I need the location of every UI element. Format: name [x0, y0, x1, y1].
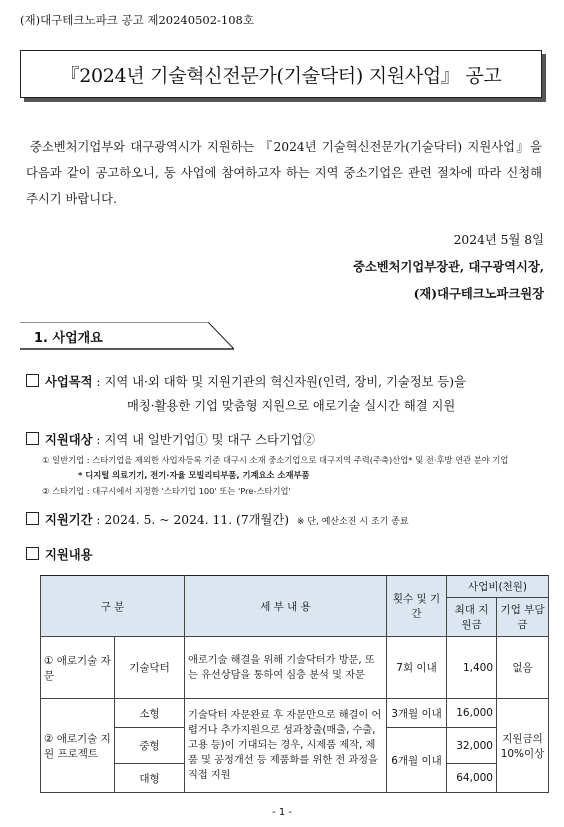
target-item [26, 430, 315, 448]
header-budget: 사업비(천원) [447, 576, 549, 598]
square-bullet-icon [26, 432, 39, 445]
target-label: 지원대상 [45, 433, 93, 447]
notice-number: (재)대구테크노파크 공고 제20240502-108호 [20, 13, 254, 27]
row2-max-medium: 32,000 [447, 728, 497, 764]
content-label: 지원내용 [45, 548, 93, 562]
header-category: 구 분 [41, 576, 185, 637]
target-note-industries: * 디지털 의료기기, 전기·자율 모빌리티부품, 기계요소 소재부품 [78, 470, 310, 480]
square-bullet-icon [26, 374, 39, 387]
goal-text-cont: 매칭·활용한 기업 맞춤형 지원으로 애로기술 실시간 해결 지원 [127, 399, 456, 413]
row1-count: 7회 이내 [387, 637, 447, 699]
row1-detail: 애로기술 해결을 위해 기술닥터가 방문, 또는 유선상담을 통하여 심층 분석 및 자문 [185, 637, 387, 699]
page-title-text: 『2024년 기술혁신전문가(기술닥터) 지원사업』 공고 [60, 64, 502, 87]
row2-max-small: 16,000 [447, 699, 497, 728]
row2-detail: 기술닥터 자문완료 후 자문만으로 해결이 어렵거나 추가지원으로 성과창출(매출, 수출, 고용 등)이 기대되는 경우, 시제품 제작, 제품 및 공정개선 등 제품화를 위한 전 과정을 직접 지원 [185, 699, 387, 793]
row1-burden: 없음 [497, 637, 549, 699]
row2-max-large: 64,000 [447, 764, 497, 793]
row1-sub: 기술닥터 [115, 637, 185, 699]
section-title: 1. 사업개요 [34, 331, 103, 346]
goal-item [26, 372, 466, 390]
period-item [26, 510, 409, 528]
row2-size-large: 대형 [115, 764, 185, 793]
header-burden: 기업 부담금 [497, 597, 549, 637]
goal-text: : 지역 내·외 대학 및 지원기관의 혁신자원(인력, 장비, 기술정보 등)을 [92, 375, 466, 389]
page-number: - 1 - [272, 807, 292, 818]
row2-category: ② 애로기술 지원 프로젝트 [41, 699, 115, 793]
content-item [26, 545, 93, 563]
period-label: 지원기간 [45, 513, 93, 527]
row2-burden: 지원금의 10%이상 [497, 699, 549, 793]
square-bullet-icon [26, 547, 39, 560]
row2-size-medium: 중형 [115, 728, 185, 764]
period-note: ※ 단, 예산소진 시 조기 종료 [296, 517, 409, 527]
signature-org-line2: (재)대구테크노파크원장 [413, 286, 544, 301]
header-count: 횟수 및 기간 [387, 576, 447, 637]
target-note-star: ② 스타기업 : 대구시에서 지정한 '스타기업 100' 또는 'Pre-스타기업' [42, 486, 291, 496]
row2-count-small: 3개월 이내 [387, 699, 447, 728]
page-title [20, 50, 542, 98]
row2-size-small: 소형 [115, 699, 185, 728]
support-table [40, 575, 549, 793]
header-detail: 세 부 내 용 [185, 576, 387, 637]
intro-paragraph: 중소벤처기업부와 대구광역시가 지원하는 『2024년 기술혁신전문가(기술닥터) 지원사업』을 다음과 같이 공고하오니, 동 사업에 참여하고자 하는 지역 중소기업은 관련 절차에 따라 신청해 주시기 바랍니다. [26, 140, 542, 206]
section-heading [20, 322, 234, 350]
period-text: : 2024. 5. ~ 2024. 11. (7개월간) [92, 513, 290, 527]
row2-count-large: 6개월 이내 [387, 728, 447, 793]
row1-max: 1,400 [447, 637, 497, 699]
goal-label: 사업목적 [45, 375, 93, 389]
announcement-date: 2024년 5월 8일 [453, 233, 544, 247]
square-bullet-icon [26, 512, 39, 525]
row1-category: ① 애로기술 자문 [41, 637, 115, 699]
target-text: : 지역 내 일반기업① 및 대구 스타기업② [92, 433, 315, 447]
header-max: 최대 지원금 [447, 597, 497, 637]
target-note-general: ① 일반기업 : 스타기업을 제외한 사업자등록 기준 대구시 소재 중소기업으로 대구지역 주력(주축)산업* 및 전·후방 연관 분야 기업 [42, 455, 509, 465]
signature-org-line1: 중소벤처기업부장관, 대구광역시장, [352, 259, 544, 274]
